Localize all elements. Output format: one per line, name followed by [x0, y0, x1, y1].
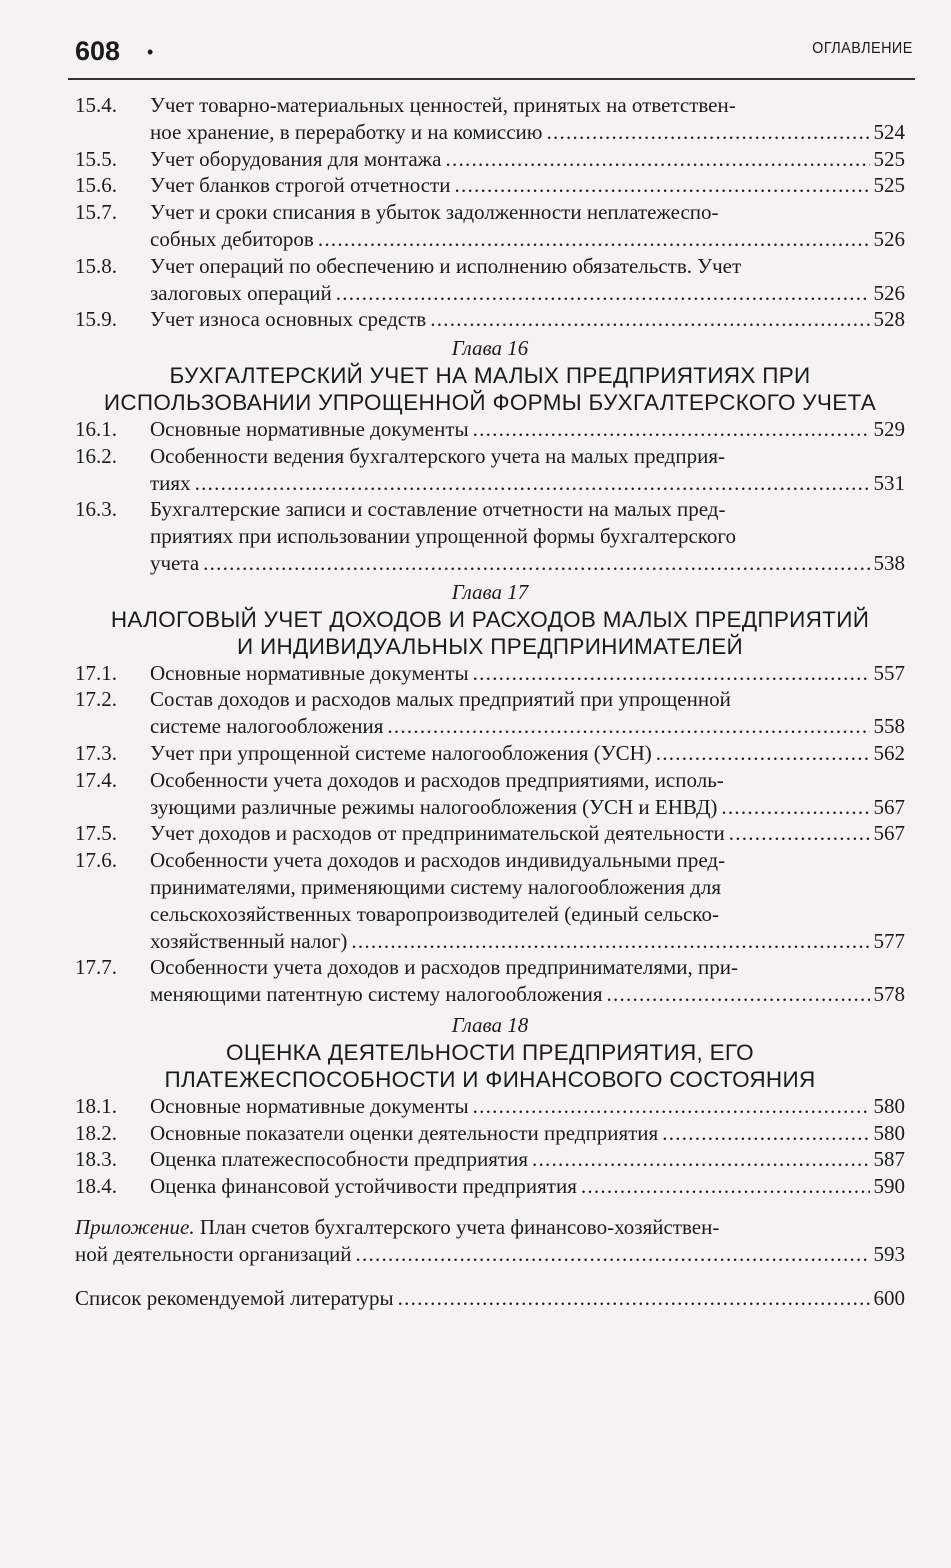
chapter-18-title-line-1: ОЦЕНКА ДЕЯТЕЛЬНОСТИ ПРЕДПРИЯТИЯ, ЕГО: [226, 1039, 754, 1065]
dot-leader: [662, 1120, 869, 1147]
toc-entry-title: зующими различные режимы налогообложения (УСН и ЕНВД): [150, 794, 718, 819]
toc-entry-title: Основные показатели оценки деятельности предприятия: [150, 1120, 659, 1145]
toc-entry: [75, 1146, 905, 1173]
chapter-17-title-line-1: НАЛОГОВЫЙ УЧЕТ ДОХОДОВ И РАСХОДОВ МАЛЫХ ПРЕДПРИЯТИЙ: [110, 606, 870, 632]
toc-entry-number: 17.4.: [75, 767, 117, 792]
dot-leader: [721, 794, 869, 821]
toc-entry-line: Учет операций по обеспечению и исполнению обязательств. Учет: [150, 253, 742, 278]
toc-entry-number: 15.9.: [75, 307, 117, 332]
toc-entry-number: 17.7.: [75, 955, 117, 980]
toc-entry-page: 587: [873, 1147, 905, 1172]
toc-entry-last-line: [150, 280, 905, 307]
toc-entry-number: 18.3.: [75, 1147, 117, 1172]
header-rule: [68, 78, 915, 80]
dot-leader: [195, 470, 870, 497]
toc-entry-page: 580: [873, 1093, 905, 1118]
toc-entry-title: Основные нормативные документы: [150, 1093, 469, 1118]
toc-entry-line: сельскохозяйственных товаропроизводителей (единый сельско-: [150, 901, 719, 926]
appendix-last-text: ной деятельности организаций: [75, 1241, 352, 1266]
toc-entry-title: меняющими патентную систему налогообложения: [150, 982, 603, 1007]
toc-entry-line: Бухгалтерские записи и составление отчетности на малых пред-: [150, 497, 726, 522]
toc-entry-page: 580: [873, 1120, 905, 1145]
toc-entry-number: 16.3.: [75, 497, 117, 522]
dot-leader: [398, 1285, 870, 1312]
dot-leader: [546, 119, 869, 146]
toc-entry-last-line: [150, 820, 905, 847]
chapter-18-label: Глава 18: [451, 1012, 529, 1037]
toc-entry: [75, 660, 905, 687]
toc-entry-title: Основные нормативные документы: [150, 660, 469, 685]
chapter-16-title-line-1: БУХГАЛТЕРСКИЙ УЧЕТ НА МАЛЫХ ПРЕДПРИЯТИЯХ ПРИ: [169, 362, 811, 388]
dot-leader: [430, 306, 869, 333]
toc-entry-title: Учет при упрощенной системе налогообложения (УСН): [150, 740, 652, 765]
toc-entry-last-line: [150, 713, 905, 740]
toc-entry-number: 17.1.: [75, 660, 117, 685]
toc-entry-title: тиях: [150, 470, 191, 495]
toc-entry-title: Оценка платежеспособности предприятия: [150, 1147, 528, 1172]
toc-entry-title: Учет бланков строгой отчетности: [150, 173, 451, 198]
toc-entry-page: 557: [873, 660, 905, 685]
toc-entry-number: 17.5.: [75, 821, 117, 846]
toc-entry-page: 558: [873, 714, 905, 739]
toc-entry-last-line: [150, 928, 905, 955]
toc-entry: [75, 146, 905, 173]
appendix-line-1: План счетов бухгалтерского учета финансово-хозяйствен-: [194, 1214, 720, 1239]
toc-entry-last-line: [150, 1173, 905, 1200]
toc-entry-last-line: [150, 1146, 905, 1173]
toc-entry-page: 578: [873, 982, 905, 1007]
toc-entry-last-line: [150, 306, 905, 333]
toc-entry-page: 528: [873, 307, 905, 332]
chapter-17-label: Глава 17: [451, 579, 529, 604]
dot-leader: [387, 713, 869, 740]
dot-leader: [454, 172, 869, 199]
toc-entry-last-line: [150, 550, 905, 577]
toc-entry: [75, 496, 905, 576]
toc-entry-title: ное хранение, в переработку и на комиссию: [150, 119, 543, 144]
toc-entry-number: 15.6.: [75, 173, 117, 198]
page-number: 608: [75, 36, 121, 66]
toc-entry: [75, 1093, 905, 1120]
toc-entry-last-line: [150, 470, 905, 497]
toc-entry-page: 590: [873, 1174, 905, 1199]
toc-entry-title: Основные нормативные документы: [150, 416, 469, 441]
toc-entry-last-line: [150, 146, 905, 173]
toc-entry-page: 525: [873, 173, 905, 198]
toc-entry-page: 567: [873, 794, 905, 819]
dot-leader: [473, 660, 870, 687]
toc: [75, 92, 905, 1312]
toc-entry: [75, 847, 905, 954]
toc-entry-line: Учет товарно-материальных ценностей, принятых на ответствен-: [150, 93, 736, 117]
toc-entry-number: 17.6.: [75, 848, 117, 873]
toc-entry-page: 525: [873, 146, 905, 171]
toc-entry: [75, 954, 905, 1008]
chapter-16-label: Глава 16: [451, 336, 529, 361]
toc-entry-last-line: [150, 794, 905, 821]
toc-entry-line: Состав доходов и расходов малых предприятий при упрощенной: [150, 687, 731, 712]
chapter-17-title-line-2: И ИНДИВИДУАЛЬНЫХ ПРЕДПРИНИМАТЕЛЕЙ: [237, 633, 743, 659]
toc-entry-line: Особенности ведения бухгалтерского учета на малых предприя-: [150, 443, 725, 468]
dot-leader: [532, 1146, 870, 1173]
toc-entry-number: 18.4.: [75, 1174, 117, 1199]
toc-entry: [75, 253, 905, 307]
toc-entry-number: 15.5.: [75, 146, 117, 171]
toc-section-15: [75, 92, 905, 333]
toc-entry-number: 18.2.: [75, 1120, 117, 1145]
toc-entry: [75, 820, 905, 847]
toc-entry: [75, 416, 905, 443]
dot-leader: [351, 928, 869, 955]
toc-entry-line: Особенности учета доходов и расходов предприятиями, исполь-: [150, 767, 724, 792]
toc-entry-last-line: [150, 981, 905, 1008]
toc-entry: [75, 92, 905, 146]
toc-entry-line: Учет и сроки списания в убыток задолженности неплатежеспо-: [150, 200, 719, 225]
toc-entry-number: 18.1.: [75, 1093, 117, 1118]
toc-entry-last-line: [150, 1093, 905, 1120]
dot-leader: [607, 981, 870, 1008]
dot-leader: [473, 1093, 870, 1120]
dot-leader: [355, 1241, 869, 1268]
toc-section-16: [75, 416, 905, 577]
toc-entry-last-line: [150, 1120, 905, 1147]
toc-entry-number: 15.7.: [75, 200, 117, 225]
appendix-page: 593: [873, 1241, 905, 1266]
toc-entry-number: 15.8.: [75, 253, 117, 278]
toc-entry-page: 562: [873, 740, 905, 765]
dot-leader: [473, 416, 870, 443]
header-bullet: •: [147, 42, 154, 62]
toc-entry-last-line: [150, 416, 905, 443]
toc-entry-title: Учет износа основных средств: [150, 307, 427, 332]
toc-entry-last-line: [150, 119, 905, 146]
toc-entry: [75, 443, 905, 497]
toc-section-18: [75, 1093, 905, 1200]
toc-appendix: [75, 1214, 905, 1268]
toc-entry-title: собных дебиторов: [150, 226, 314, 251]
bibliography-line: [75, 1285, 905, 1312]
bibliography-page: 600: [873, 1286, 905, 1311]
toc-entry: [75, 172, 905, 199]
toc-entry-page: 538: [873, 550, 905, 575]
toc-entry-page: 577: [873, 928, 905, 953]
page-header: [75, 36, 913, 72]
toc-entry-title: хозяйственный налог): [150, 928, 348, 953]
toc-entry-line: Особенности учета доходов и расходов индивидуальными пред-: [150, 848, 726, 873]
toc-entry-title: Учет доходов и расходов от предпринимательской деятельности: [150, 821, 725, 846]
toc-entry-page: 526: [873, 226, 905, 251]
toc-entry-page: 526: [873, 280, 905, 305]
appendix-last-line: [75, 1241, 905, 1268]
dot-leader: [203, 550, 869, 577]
toc-entry-page: 567: [873, 821, 905, 846]
toc-entry-title: системе налогообложения: [150, 714, 384, 739]
toc-entry-page: 524: [873, 119, 905, 144]
toc-entry-number: 16.1.: [75, 416, 117, 441]
dot-leader: [581, 1173, 870, 1200]
toc-entry: [75, 199, 905, 253]
toc-entry: [75, 686, 905, 740]
toc-entry-number: 16.2.: [75, 443, 117, 468]
toc-entry-last-line: [150, 660, 905, 687]
toc-entry: [75, 1173, 905, 1200]
toc-entry: [75, 740, 905, 767]
appendix-lead: Приложение.: [75, 1214, 195, 1239]
chapter-16-title-line-2: ИСПОЛЬЗОВАНИИ УПРОЩЕННОЙ ФОРМЫ БУХГАЛТЕРСКОГО УЧЕТА: [103, 389, 877, 415]
dot-leader: [445, 146, 869, 173]
toc-entry-line: Особенности учета доходов и расходов предпринимателями, при-: [150, 955, 738, 980]
running-title: ОГЛАВЛЕНИЕ: [812, 40, 913, 57]
toc-entry-number: 17.3.: [75, 740, 117, 765]
dot-leader: [656, 740, 870, 767]
dot-leader: [336, 280, 870, 307]
toc-entry-page: 529: [873, 416, 905, 441]
appendix-line: [75, 1214, 905, 1241]
bibliography-text: Список рекомендуемой литературы: [75, 1286, 394, 1311]
toc-entry-line: приятиях при использовании упрощенной формы бухгалтерского: [150, 524, 737, 549]
toc-entry-title: залоговых операций: [150, 280, 332, 305]
toc-entry-number: 15.4.: [75, 93, 117, 117]
toc-entry-last-line: [150, 740, 905, 767]
dot-leader: [318, 226, 870, 253]
toc-entry-last-line: [150, 172, 905, 199]
dot-leader: [729, 820, 870, 847]
toc-entry: [75, 306, 905, 333]
toc-entry: [75, 767, 905, 821]
chapter-18-title-line-2: ПЛАТЕЖЕСПОСОБНОСТИ И ФИНАНСОВОГО СОСТОЯНИЯ: [164, 1066, 816, 1092]
toc-entry-line: принимателями, применяющими систему налогообложения для: [150, 874, 722, 899]
toc-entry-number: 17.2.: [75, 687, 117, 712]
toc-entry-title: учета: [150, 550, 200, 575]
toc-section-17: [75, 660, 905, 1008]
toc-entry-title: Оценка финансовой устойчивости предприятия: [150, 1174, 577, 1199]
toc-bibliography: [75, 1285, 905, 1312]
toc-entry-page: 531: [873, 470, 905, 495]
toc-entry: [75, 1120, 905, 1147]
toc-entry-title: Учет оборудования для монтажа: [150, 146, 442, 171]
toc-entry-last-line: [150, 226, 905, 253]
